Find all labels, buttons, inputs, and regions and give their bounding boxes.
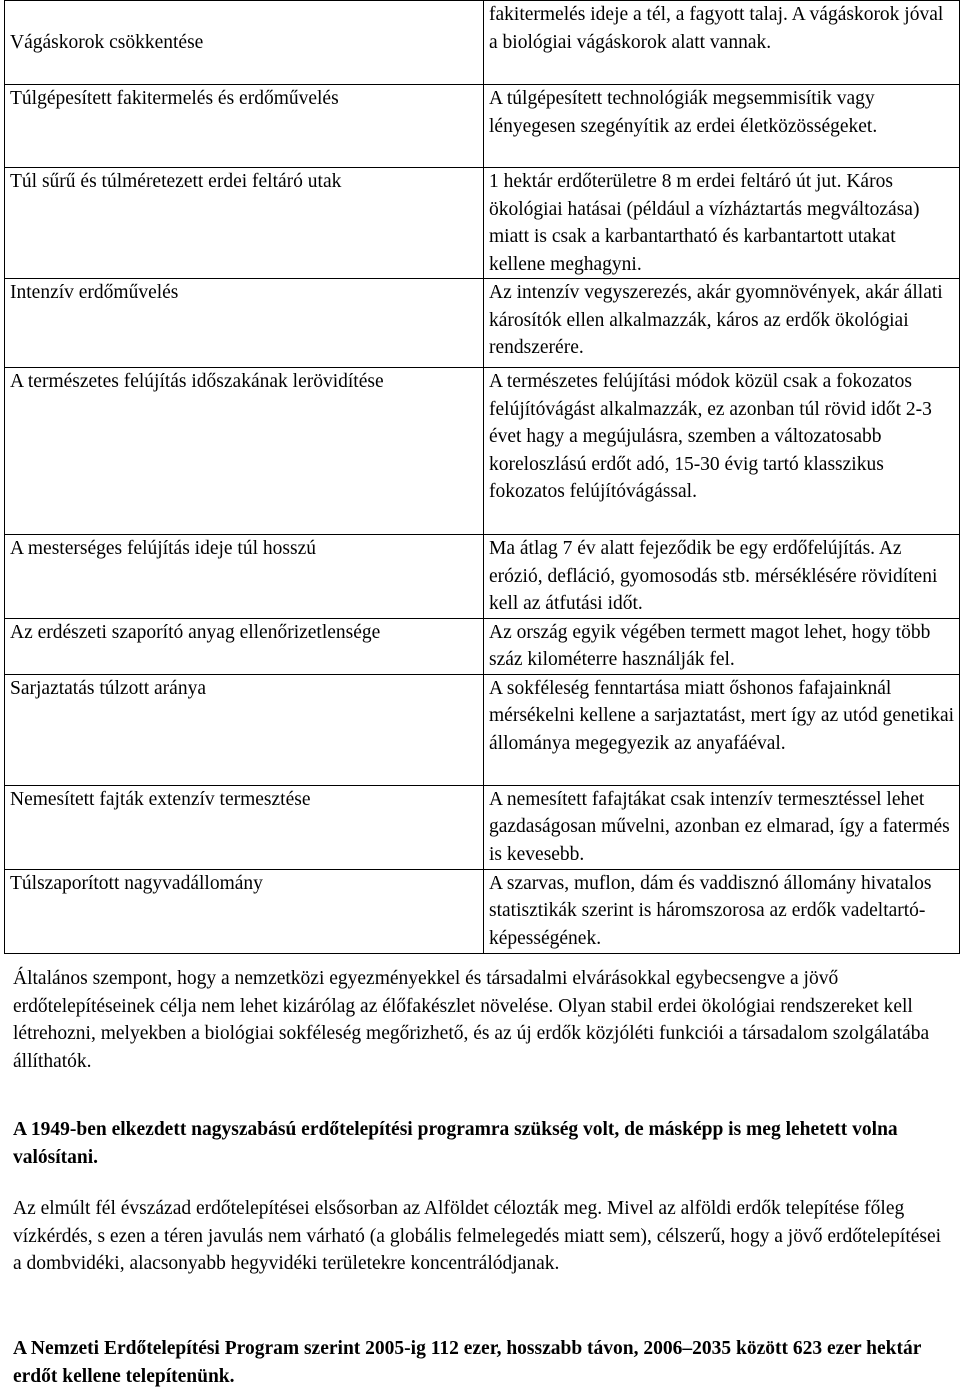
issue-cell: [5, 368, 484, 535]
table-row: [5, 618, 960, 674]
table-row: [5, 674, 960, 785]
national-program-heading: A Nemzeti Erdőtelepítési Program szerint 2005-ig 112 ezer, hosszabb távon, 2006–2035 között 623 ezer hektár erdőt kellene telepítenünk.: [13, 1338, 922, 1387]
issue-cell: [5, 85, 484, 168]
explanation-cell: [484, 85, 960, 168]
issue-text: Az erdészeti szaporító anyag ellenőrizetlensége: [10, 621, 381, 643]
table-row: [5, 535, 960, 619]
explanation-cell: [484, 674, 960, 785]
issue-text: Túl sűrű és túlméretezett erdei feltáró utak: [10, 171, 342, 192]
issue-cell: [5, 674, 484, 785]
explanation-text: Az ország egyik végében termett magot lehet, hogy több száz kilométerre használják fel.: [489, 621, 931, 670]
issue-cell: [5, 535, 484, 619]
explanation-cell: [484, 1, 960, 85]
issue-text: Nemesített fajták extenzív termesztése: [10, 788, 311, 810]
explanation-cell: [484, 869, 960, 953]
table-row: [5, 279, 960, 368]
explanation-text: Az intenzív vegyszerezés, akár gyomnövények, akár állati károsítók ellen alkalmazzák, káros az erdők ökológiai rendszerére.: [489, 282, 943, 358]
issue-cell: [5, 869, 484, 953]
table-row: [5, 168, 960, 279]
forestry-issues-table: [4, 0, 960, 954]
table-row: [5, 1, 960, 85]
issue-text: A mesterséges felújítás ideje túl hosszú: [10, 538, 316, 559]
issue-cell: [5, 1, 484, 85]
explanation-cell: [484, 785, 960, 869]
table-row: [5, 368, 960, 535]
issue-text: Intenzív erdőművelés: [10, 282, 179, 303]
explanation-cell: [484, 279, 960, 368]
explanation-cell: [484, 168, 960, 279]
issue-cell: [5, 279, 484, 368]
general-principle-paragraph: Általános szempont, hogy a nemzetközi egyezményekkel és társadalmi elvárásokkal egybecsengve a jövő erdőtelepítéseinek célja nem lehet kizárólag az élőfakészlet növelése. Olyan stabil erdei ökológiai rendszereket kell létrehozni, melyekben a biológiai sokféleség megőrizhető, és az új erdők közjóléti funkciói a társadalom szolgálatába állíthatók.: [13, 968, 930, 1072]
alfold-paragraph: Az elmúlt fél évszázad erdőtelepítései elsősorban az Alföldet célozták meg. Mivel az alföldi erdők telepítése főleg vízkérdés, s ezen a téren javulás nem várható (a globális felmelegedés miatt sem), célszerű, hogy a jövő erdőtelepítései a dombvidéki, alacsonyabb hegyvidéki területekre koncentrálódjanak.: [13, 1198, 942, 1274]
table-row: [5, 869, 960, 953]
table-row: [5, 85, 960, 168]
explanation-text: fakitermelés ideje a tél, a fagyott talaj. A vágáskorok jóval a biológiai vágáskorok alatt vannak.: [489, 4, 944, 53]
explanation-text: A túlgépesített technológiák megsemmisítik vagy lényegesen szegényítik az erdei életközösségeket.: [489, 88, 878, 137]
issue-text: Túlgépesített fakitermelés és erdőművelés: [10, 88, 339, 109]
issue-cell: [5, 618, 484, 674]
issue-cell: [5, 168, 484, 279]
issue-text: Túlszaporított nagyvadállomány: [10, 872, 263, 894]
explanation-text: 1 hektár erdőterületre 8 m erdei feltáró út jut. Káros ökológiai hatásai (például a vízháztartás megváltozása) miatt is csak a karbantartható és karbantartott utakat kellene meghagyni.: [489, 171, 920, 275]
explanation-cell: [484, 618, 960, 674]
explanation-text: A természetes felújítási módok közül csak a fokozatos felújítóvágást alkalmazzák, ez azonban túl rövid időt 2-3 évet hagy a megújulásra, szemben a változatosabb koreloszlású erdőt adó, 15-30 évig tartó klasszikus fokozatos felújítóvágással.: [489, 371, 932, 502]
explanation-text: A nemesített fafajtákat csak intenzív termesztéssel lehet gazdaságosan művelni, azonban ez elmarad, így a fatermés is kevesebb.: [489, 788, 950, 865]
issue-cell: [5, 785, 484, 869]
explanation-text: Ma átlag 7 év alatt fejeződik be egy erdőfelújítás. Az erózió, defláció, gyomosodás stb. mérséklésére rövidíteni kell az átfutási időt.: [489, 538, 938, 614]
issue-text: Sarjaztatás túlzott aránya: [10, 677, 206, 699]
issue-text: A természetes felújítás időszakának lerövidítése: [10, 371, 384, 392]
program-1949-heading: A 1949-ben elkezdett nagyszabású erdőtelepítési programra szükség volt, de másképp is meg lehetett volna valósítani.: [13, 1119, 898, 1168]
explanation-cell: [484, 368, 960, 535]
explanation-cell: [484, 535, 960, 619]
explanation-text: A sokféleség fenntartása miatt őshonos fafajainknál mérsékelni kellene a sarjaztatást, mert így az utód genetikai állománya megegyezik az anyafáéval.: [489, 677, 955, 754]
explanation-text: A szarvas, muflon, dám és vaddisznó állomány hivatalos statisztikák szerint is háromszorosa az erdők vadeltartó-képességének.: [489, 872, 932, 949]
issue-text: Vágáskorok csökkentése: [10, 32, 204, 53]
table-row: [5, 785, 960, 869]
